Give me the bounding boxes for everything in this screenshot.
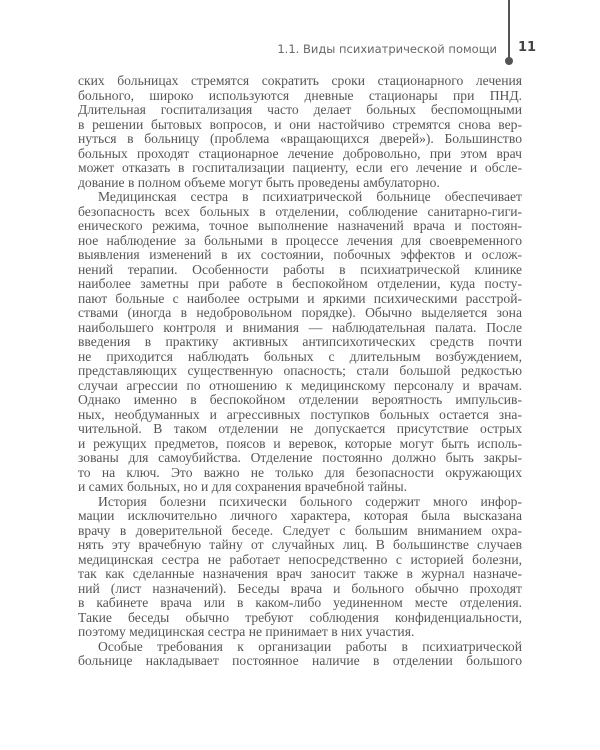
text-line: больного, широко используются дневные стационары при ПНД. bbox=[78, 87, 522, 103]
text-line: выявления изменений в их состоянии, побочных эффектов и ослож- bbox=[78, 247, 522, 262]
text-line: представляющих существенную опасность; стали большой редкостью bbox=[78, 363, 522, 378]
text-line: и режущих предметов, поясов и веревок, которые могут быть исполь- bbox=[78, 435, 522, 451]
text-line: может отказать в госпитализации пациенту, если его лечение и обсле- bbox=[78, 160, 522, 175]
paragraph bbox=[78, 495, 522, 640]
text-line: так как сделанные назначения врач заносит также в журнал назначе- bbox=[78, 566, 522, 581]
text-line: дование в полном объеме могут быть проведены амбулаторно. bbox=[78, 174, 440, 190]
text-line: безопасность всех больных в отделении, соблюдение санитарно-гиги- bbox=[78, 203, 522, 219]
text-line: наиболее заметны при работе в беспокойном отделении, куда посту- bbox=[78, 276, 522, 291]
text-line: чительной. В таком отделении не допускается присутствие острых bbox=[78, 421, 522, 436]
paragraph bbox=[78, 190, 522, 495]
text-line: больных проходят стационарное лечение добровольно, при этом врач bbox=[78, 145, 522, 161]
text-line: нуться в больницу (проблема «вращающихся дверей»). Большинство bbox=[78, 131, 522, 146]
body-text bbox=[78, 74, 522, 669]
text-line: ствами (иногда в недобровольном порядке). Обычно выделяется зона bbox=[78, 305, 522, 320]
text-line: ских больницах стремятся сократить сроки стационарного лечения bbox=[78, 73, 522, 88]
text-line: пают больные с наиболее острыми и яркими психическими расстрой- bbox=[78, 290, 522, 306]
page-number: 11 bbox=[518, 40, 537, 55]
text-line: то на ключ. Это важно не только для безопасности окружающих bbox=[78, 464, 522, 480]
text-line: Однако именно в беспокойном отделении вероятность импульсив- bbox=[78, 392, 522, 407]
text-line: нять эту врачебную тайну от случайных лиц. В большинстве случаев bbox=[78, 537, 522, 552]
text-line: введения в практику активных антипсихотических средств почти bbox=[78, 334, 522, 349]
text-line: Особые требования к организации работы в психиатрической bbox=[98, 638, 522, 654]
text-line: в кабинете врача или в каком-либо уединенном месте отделения. bbox=[78, 595, 522, 610]
text-line: ное наблюдение за больными в процессе лечения для своевременного bbox=[78, 232, 522, 248]
text-line: Медицинская сестра в психиатрической больнице обеспечивает bbox=[98, 189, 522, 204]
header-rule-dot bbox=[505, 57, 513, 65]
text-line: мации исключительно личного характера, которая была высказана bbox=[78, 508, 522, 523]
text-line: врачу в доверительной беседе. Следует с большим вниманием охра- bbox=[78, 522, 522, 538]
running-title: 1.1. Виды психиатрической помощи bbox=[277, 42, 497, 56]
header-rule bbox=[508, 0, 510, 60]
text-line: История болезни психически больного содержит много инфор- bbox=[98, 493, 522, 509]
text-line: зованы для самоубийства. Отделение постоянно должно быть закры- bbox=[78, 450, 522, 465]
text-line: медицинская сестра не работает непосредственно с историей болезни, bbox=[78, 551, 522, 567]
text-line: нений терапии. Особенности работы в психиатрической клинике bbox=[78, 261, 522, 277]
text-line: и самих больных, но и для сохранения врачебной тайны. bbox=[78, 479, 408, 494]
text-line: поэтому медицинская сестра не принимает в них участия. bbox=[78, 624, 415, 639]
text-line: наибольшего контроля и внимания — наблюдательная палата. После bbox=[78, 319, 522, 335]
text-line: ных, необдуманных и агрессивных поступков больных остается зна- bbox=[78, 406, 522, 422]
paragraph bbox=[78, 74, 522, 190]
text-line: больнице накладывает постоянное наличие в отделении большого bbox=[78, 653, 522, 668]
text-line: ний (лист назначений). Беседы врача и больного обычно проходят bbox=[78, 580, 522, 596]
text-line: Такие беседы обычно требуют соблюдения конфиденциальности, bbox=[78, 609, 522, 625]
text-line: не приходится наблюдать больных с длительным возбуждением, bbox=[78, 348, 522, 364]
text-line: случаи агрессии по отношению к медицинскому персоналу и врачам. bbox=[78, 377, 522, 393]
text-line: Длительная госпитализация часто делает больных беспомощными bbox=[78, 102, 522, 117]
text-line: енического режима, точное выполнение назначений врача и постоян- bbox=[78, 218, 522, 233]
text-line: в решении бытовых вопросов, и они настойчиво стремятся снова вер- bbox=[78, 116, 522, 132]
paragraph bbox=[78, 640, 522, 669]
